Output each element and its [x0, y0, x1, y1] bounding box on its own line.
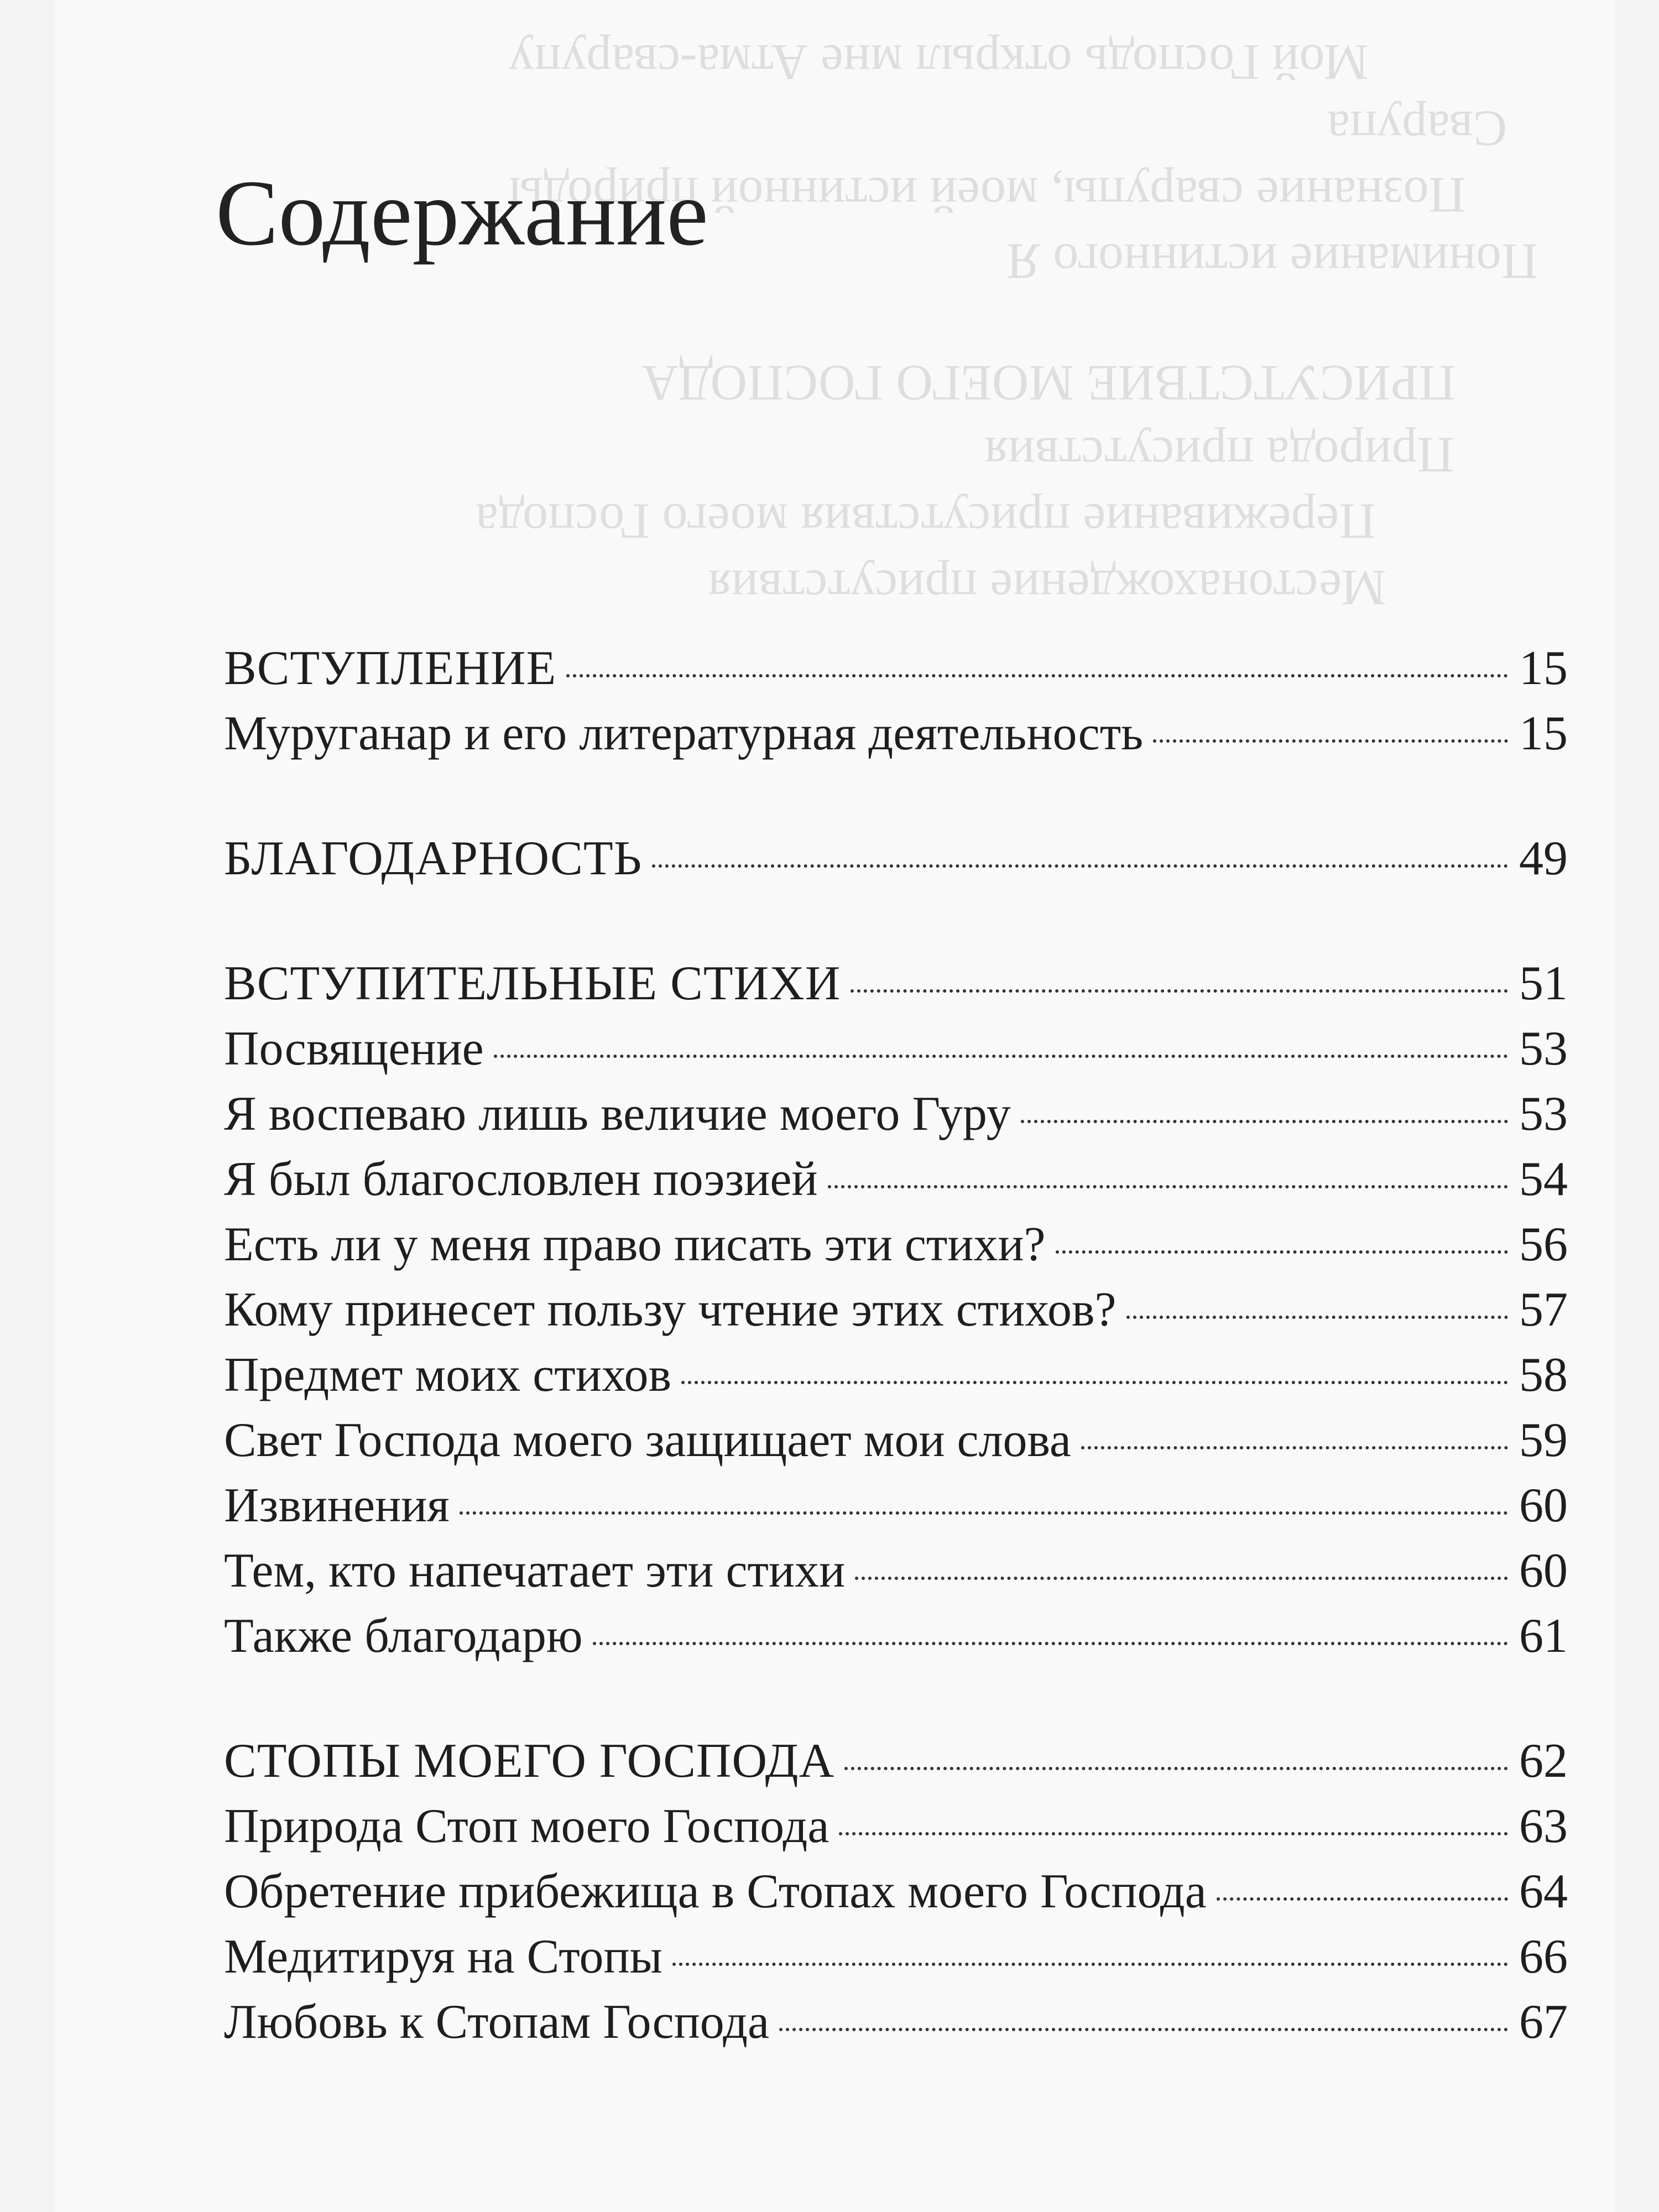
- toc-page-number: 66: [1519, 1930, 1568, 1984]
- toc-leader-dots: [494, 1055, 1508, 1058]
- toc-page-number: 60: [1519, 1479, 1568, 1532]
- toc-page-number: 56: [1519, 1218, 1568, 1271]
- toc-entry: [224, 1473, 1568, 1538]
- toc-entry-title: Тем, кто напечатает эти стихи: [224, 1544, 846, 1598]
- toc-entry-title: Я был благословлен поэзией: [224, 1152, 818, 1206]
- toc-entry: [224, 1794, 1568, 1859]
- toc-entry-title: ВСТУПЛЕНИЕ: [224, 641, 557, 695]
- toc-leader-dots: [1056, 1250, 1508, 1254]
- bleed-line: Сварупа: [1327, 101, 1507, 157]
- toc-entry-title: Свет Господа моего защищает мои слова: [224, 1413, 1071, 1467]
- toc-page-number: 53: [1519, 1022, 1568, 1076]
- toc-entry: [224, 1990, 1568, 2055]
- toc-entry-title: Предмет моих стихов: [224, 1348, 672, 1402]
- toc-page-number: 51: [1519, 957, 1568, 1010]
- toc-entry-title: Любовь к Стопам Господа: [224, 1995, 770, 2049]
- toc-page-number: 63: [1519, 1799, 1568, 1853]
- toc-leader-dots: [566, 674, 1508, 677]
- toc-entry-title: Медитируя на Стопы: [224, 1930, 662, 1984]
- toc-entry-title: СТОПЫ МОЕГО ГОСПОДА: [224, 1734, 835, 1788]
- bleed-line: Познание сварупы, моей истинной природы: [509, 167, 1465, 223]
- toc-page-number: 57: [1519, 1283, 1568, 1337]
- bleed-line: Понимание истинного Я: [1006, 233, 1538, 290]
- toc-entry: [224, 1147, 1568, 1212]
- toc-leader-dots: [672, 1963, 1508, 1966]
- toc-leader-dots: [1126, 1316, 1508, 1319]
- bleed-line: Мой Господь открыл мне Атма-сварупу: [509, 34, 1369, 91]
- toc-leader-dots: [593, 1642, 1508, 1645]
- toc-leader-dots: [1021, 1120, 1508, 1123]
- toc-leader-dots: [844, 1767, 1508, 1770]
- toc-entry-title: Извинения: [224, 1479, 450, 1532]
- toc-leader-dots: [681, 1381, 1508, 1384]
- toc-leader-dots: [855, 1577, 1508, 1580]
- bleed-line: Природа присутствия: [984, 427, 1454, 483]
- toc-page-number: 64: [1519, 1865, 1568, 1918]
- toc-page-number: 49: [1519, 832, 1568, 885]
- bleed-line: Местонахождение присутствия: [708, 560, 1386, 616]
- toc-leader-dots: [460, 1511, 1508, 1515]
- toc-entry: [224, 1016, 1568, 1082]
- toc-entry: [224, 1859, 1568, 1924]
- toc-entry: [224, 826, 1568, 891]
- toc-leader-dots: [828, 1185, 1508, 1188]
- toc-entry: [224, 1277, 1568, 1343]
- toc-page-number: 15: [1519, 707, 1568, 760]
- toc-leader-dots: [1153, 739, 1508, 743]
- toc-entry-title: Также благодарю: [224, 1609, 583, 1663]
- toc-entry: [224, 701, 1568, 766]
- toc-entry: [224, 951, 1568, 1016]
- toc-entry-title: Я воспеваю лишь величие моего Гуру: [224, 1087, 1011, 1141]
- toc-entry: [224, 636, 1568, 701]
- toc-page-number: 62: [1519, 1734, 1568, 1788]
- toc-page-number: 58: [1519, 1348, 1568, 1402]
- bleed-line: Переживание присутствия моего Господа: [476, 493, 1376, 550]
- toc-leader-dots: [1081, 1446, 1508, 1449]
- table-of-contents: [224, 636, 1568, 2055]
- toc-entry-title: Муруганар и его литературная деятельность: [224, 707, 1144, 760]
- toc-leader-dots: [851, 989, 1508, 993]
- toc-page-number: 53: [1519, 1087, 1568, 1141]
- toc-leader-dots: [839, 1832, 1508, 1835]
- toc-page-number: 60: [1519, 1544, 1568, 1598]
- toc-entry: [224, 1408, 1568, 1473]
- bleed-line: ПРИСУТСТВИЕ МОЕГО ГОСПОДА: [641, 355, 1456, 411]
- toc-leader-dots: [652, 864, 1508, 868]
- toc-page-number: 67: [1519, 1995, 1568, 2049]
- toc-entry-title: Природа Стоп моего Господа: [224, 1799, 830, 1853]
- toc-page-number: 59: [1519, 1413, 1568, 1467]
- toc-entry-title: Посвящение: [224, 1022, 484, 1076]
- toc-entry: [224, 1212, 1568, 1277]
- toc-page-number: 61: [1519, 1609, 1568, 1663]
- toc-entry-title: Кому принесет пользу чтение этих стихов?: [224, 1283, 1117, 1337]
- toc-entry-title: Есть ли у меня право писать эти стихи?: [224, 1218, 1046, 1271]
- toc-entry: [224, 1604, 1568, 1669]
- page-title: Содержание: [216, 161, 708, 265]
- toc-entry: [224, 1538, 1568, 1604]
- toc-entry: [224, 1729, 1568, 1794]
- toc-entry: [224, 1343, 1568, 1408]
- toc-leader-dots: [1217, 1897, 1508, 1901]
- toc-entry: [224, 1082, 1568, 1147]
- toc-entry-title: ВСТУПИТЕЛЬНЫЕ СТИХИ: [224, 957, 841, 1010]
- toc-page-number: 15: [1519, 641, 1568, 695]
- toc-leader-dots: [779, 2028, 1508, 2031]
- book-page: [55, 0, 1615, 2212]
- toc-page-number: 54: [1519, 1152, 1568, 1206]
- toc-entry-title: Обретение прибежища в Стопах моего Господа: [224, 1865, 1207, 1918]
- toc-entry-title: БЛАГОДАРНОСТЬ: [224, 832, 643, 885]
- toc-entry: [224, 1924, 1568, 1990]
